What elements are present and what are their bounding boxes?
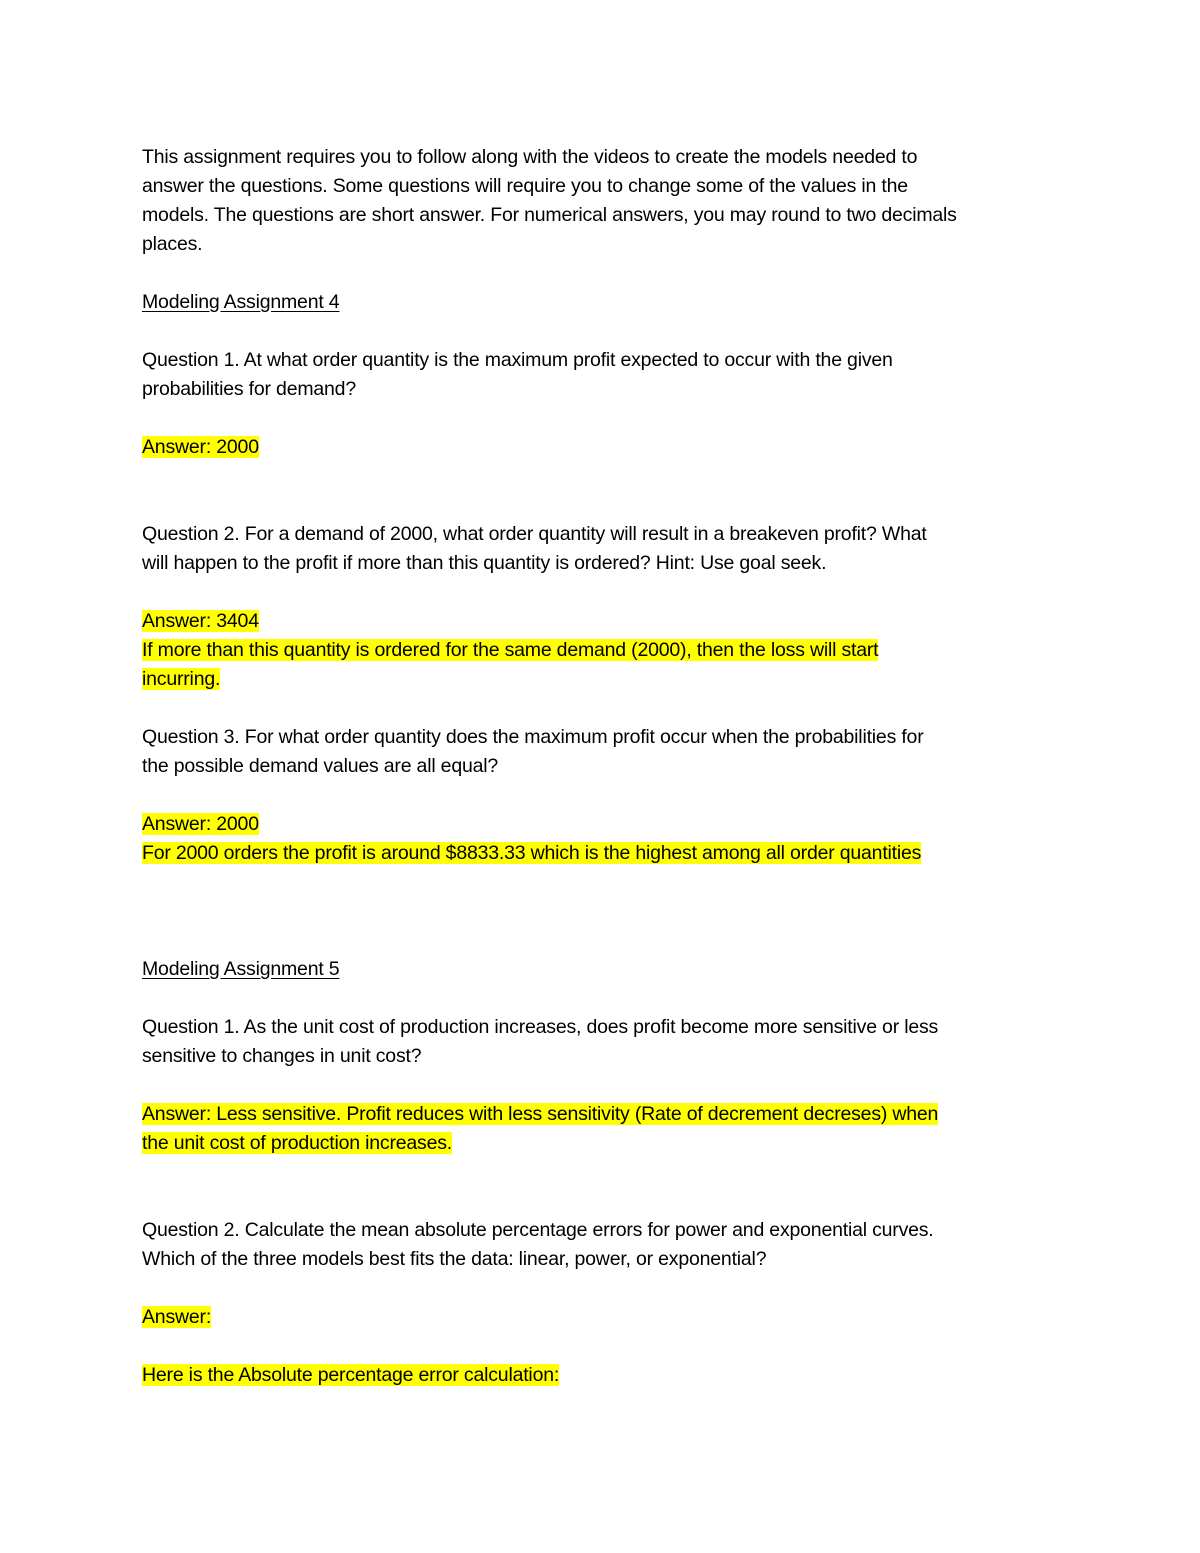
spacer — [142, 1332, 1072, 1361]
spacer — [142, 491, 1072, 520]
answer-line: Answer: 2000 — [142, 813, 259, 835]
answer-line: For 2000 orders the profit is around $8833.33 which is the highest among all order quantities — [142, 842, 922, 864]
question-line: Question 2. For a demand of 2000, what order quantity will result in a breakeven profit? What — [142, 523, 927, 545]
spacer — [142, 1187, 1072, 1216]
answer-line: Here is the Absolute percentage error calculation: — [142, 1364, 560, 1386]
question-line: Question 2. Calculate the mean absolute percentage errors for power and exponential curves. — [142, 1219, 934, 1241]
answer-line: Answer: 3404 — [142, 610, 259, 632]
question-line: Question 1. As the unit cost of production increases, does profit become more sensitive or less — [142, 1016, 939, 1038]
spacer — [142, 868, 1072, 897]
intro-line: answer the questions. Some questions will require you to change some of the values in the — [142, 175, 908, 197]
ma4-answer-1 — [142, 433, 1072, 462]
spacer — [142, 694, 1072, 723]
answer-line: If more than this quantity is ordered for the same demand (2000), then the loss will start — [142, 639, 879, 661]
intro-line: This assignment requires you to follow along with the videos to create the models needed to — [142, 146, 918, 168]
answer-line: Answer: — [142, 1306, 212, 1328]
spacer — [142, 984, 1072, 1013]
ma4-question-1 — [142, 346, 1072, 404]
ma5-question-2 — [142, 1216, 1072, 1274]
question-line: Question 3. For what order quantity does the maximum profit occur when the probabilities for — [142, 726, 924, 748]
answer-line: Answer: Less sensitive. Profit reduces with less sensitivity (Rate of decrement decreses) when — [142, 1103, 939, 1125]
ma4-question-3 — [142, 723, 1072, 781]
spacer — [142, 259, 1072, 288]
ma5-answer-1 — [142, 1100, 1072, 1158]
section-heading-text: Modeling Assignment 5 — [142, 958, 340, 980]
spacer — [142, 317, 1072, 346]
spacer — [142, 1071, 1072, 1100]
intro-line: places. — [142, 233, 203, 255]
question-line: probabilities for demand? — [142, 378, 356, 400]
ma4-question-2 — [142, 520, 1072, 578]
document-page — [142, 143, 1072, 1390]
section-heading-text: Modeling Assignment 4 — [142, 291, 340, 313]
ma4-answer-3 — [142, 810, 1072, 868]
spacer — [142, 926, 1072, 955]
section-heading-ma5 — [142, 955, 1072, 984]
ma5-question-1 — [142, 1013, 1072, 1071]
spacer — [142, 897, 1072, 926]
intro-line: models. The questions are short answer. For numerical answers, you may round to two decimals — [142, 204, 957, 226]
section-heading-ma4 — [142, 288, 1072, 317]
answer-line: Answer: 2000 — [142, 436, 259, 458]
ma4-answer-2 — [142, 607, 1072, 694]
spacer — [142, 1274, 1072, 1303]
ma5-answer-2 — [142, 1303, 1072, 1390]
spacer — [142, 404, 1072, 433]
answer-line: the unit cost of production increases. — [142, 1132, 452, 1154]
spacer — [142, 781, 1072, 810]
spacer — [142, 578, 1072, 607]
intro-paragraph — [142, 143, 1072, 259]
question-line: Question 1. At what order quantity is the maximum profit expected to occur with the given — [142, 349, 893, 371]
answer-line: incurring. — [142, 668, 221, 690]
question-line: the possible demand values are all equal? — [142, 755, 499, 777]
spacer — [142, 462, 1072, 491]
question-line: Which of the three models best fits the data: linear, power, or exponential? — [142, 1248, 767, 1270]
question-line: will happen to the profit if more than this quantity is ordered? Hint: Use goal seek. — [142, 552, 827, 574]
spacer — [142, 1158, 1072, 1187]
question-line: sensitive to changes in unit cost? — [142, 1045, 422, 1067]
